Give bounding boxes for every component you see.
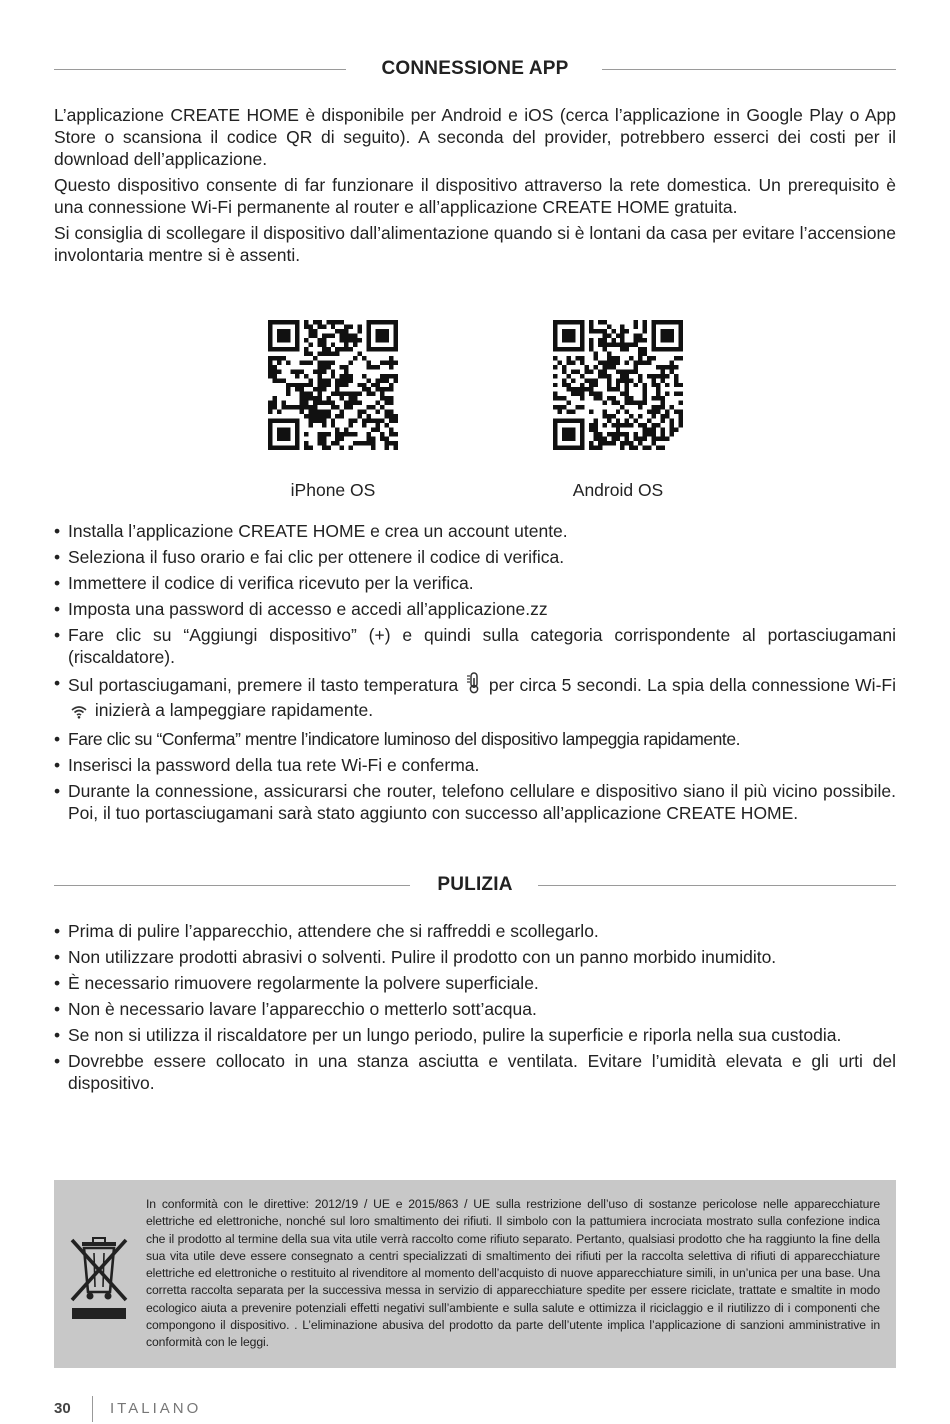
qr-block-android (543, 320, 693, 501)
footer-divider (92, 1396, 93, 1422)
page-number: 30 (54, 1400, 71, 1417)
list-item: • Fare clic su “Conferma” mentre l’indicatore luminoso del dispositivo lampeggia rapidamente. (54, 728, 896, 750)
weee-notice (54, 1180, 896, 1368)
page-language: ITALIANO (110, 1400, 202, 1417)
qr-label-android: Android OS (572, 480, 664, 500)
qr-code-android[interactable] (553, 320, 683, 450)
list-item: • Imposta una password di accesso e accedi all’applicazione.zz (54, 598, 896, 620)
thermometer-icon (467, 672, 481, 699)
section-heading-cleaning (54, 870, 896, 900)
setup-steps-list (54, 520, 896, 828)
crossed-bin-icon (68, 1236, 130, 1327)
list-item: • Seleziona il fuso orario e fai clic per ottenere il codice di verifica. (54, 546, 896, 568)
section-title-app: CONNESSIONE APP (381, 58, 569, 79)
cleaning-list (54, 920, 896, 1098)
section-heading-app (54, 54, 896, 84)
intro-text (54, 104, 896, 270)
step-text: inizierà a lampeggiare rapidamente. (94, 700, 374, 720)
wifi-icon (71, 702, 87, 724)
list-item: • Inserisci la password della tua rete Wi-Fi e conferma. (54, 754, 896, 776)
list-item: • Immettere il codice di verifica ricevuto per la verifica. (54, 572, 896, 594)
list-item (54, 672, 896, 724)
section-title-cleaning: PULIZIA (437, 874, 513, 895)
list-item: • Non è necessario lavare l’apparecchio o metterlo sott’acqua. (54, 998, 896, 1020)
list-item: • Fare clic su “Aggiungi dispositivo” (+) e quindi sulla categoria corrispondente al portasciugamani (riscaldatore). (54, 624, 896, 668)
list-item: • Se non si utilizza il riscaldatore per un lungo periodo, pulire la superficie e riporla nella sua custodia. (54, 1024, 896, 1046)
weee-text: In conformità con le direttive: 2012/19 / UE e 2015/863 / UE sulla restrizione dell’uso di sostanze pericolose nelle apparecchiature elettriche ed elettroniche, nonché sul loro smaltimento dei rifiuti. Il simbolo con la pattumiera incrociata mostrato sulla confezione indica che il prodotto al termine della sua vita utile verrà raccolto come rifiuto separato. Pertanto, qualsiasi prodotto che ha raggiunto la fine della sua vita utile deve essere consegnato a centri specializzati di smaltimento dei rifiuti per la raccolta selettiva di rifiuti di apparecchiature elettriche ed elettroniche o restituito al rivenditore al momento dell’acquisto di nuove apparecchiature simili, in un’unica per una base. Una corretta raccolta separata per la successiva messa in servizio di apparecchiature spedite per essere riciclate, trattate e smaltite in modo ecologico aiuta a prevenire potenziali effetti negativi sull’ambiente e sulla salute e ottimizza il riciclaggio e il riutilizzo di i componenti che compongono il dispositivo. . L’eliminazione abusiva del prodotto da parte dell’utente implica l’applicazione di sanzioni amministrative in conformità con le leggi. (146, 1197, 880, 1350)
list-item: • Prima di pulire l’apparecchio, attendere che si raffreddi e scollegarlo. (54, 920, 896, 942)
qr-code-ios[interactable] (268, 320, 398, 450)
list-item: • Dovrebbe essere collocato in una stanza asciutta e ventilata. Evitare l’umidità elevata e gli urti del dispositivo. (54, 1050, 896, 1094)
list-item: • Durante la connessione, assicurarsi che router, telefono cellulare e dispositivo siano il più vicino possibile. Poi, il tuo portasciugamani sarà stato aggiunto con successo all’applicazione CREATE HOME. (54, 780, 896, 824)
list-item: • Installa l’applicazione CREATE HOME e crea un account utente. (54, 520, 896, 542)
intro-paragraph: Si consiglia di scollegare il dispositivo dall’alimentazione quando si è lontani da casa per evitare l’accensione involontaria mentre si è assenti. (54, 223, 896, 265)
intro-paragraph: L’applicazione CREATE HOME è disponibile per Android e iOS (cerca l’applicazione in Google Play o App Store o scansiona il codice QR di seguito). A seconda del provider, potrebbero esserci dei costi per il download dell’applicazione. (54, 105, 896, 169)
qr-label-ios: iPhone OS (290, 480, 376, 500)
step-text: Sul portasciugamani, premere il tasto temperatura (68, 675, 459, 695)
list-item: • Non utilizzare prodotti abrasivi o solventi. Pulire il prodotto con un panno morbido inumidito. (54, 946, 896, 968)
qr-block-ios (258, 320, 408, 501)
step-text: per circa 5 secondi. La spia della connessione Wi-Fi (488, 675, 896, 695)
intro-paragraph: Questo dispositivo consente di far funzionare il dispositivo attraverso la rete domestica. Un prerequisito è una connessione Wi-Fi permanente al router e all’applicazione CREATE HOME gratuita. (54, 175, 896, 217)
list-item: • È necessario rimuovere regolarmente la polvere superficiale. (54, 972, 896, 994)
